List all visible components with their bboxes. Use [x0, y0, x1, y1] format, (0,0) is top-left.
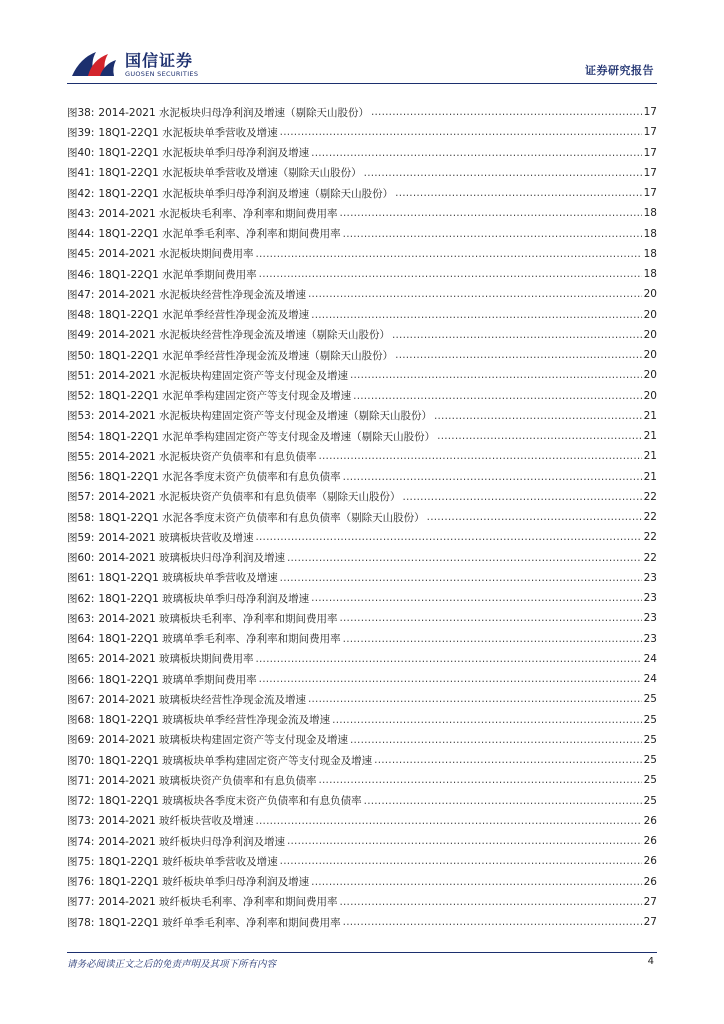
dot-leader	[255, 815, 641, 827]
figure-number: 图72:	[67, 795, 95, 808]
dot-leader	[255, 653, 641, 665]
dot-leader	[402, 491, 641, 503]
figure-page-number: 21	[643, 430, 657, 443]
figure-number: 图74:	[67, 835, 95, 848]
figure-page-number: 26	[643, 875, 657, 888]
toc-entry[interactable]	[67, 284, 657, 304]
figure-number: 图63:	[67, 612, 95, 625]
toc-entry[interactable]	[67, 912, 657, 932]
figure-page-number: 25	[643, 733, 657, 746]
toc-entry[interactable]	[67, 446, 657, 466]
figure-number: 图44:	[67, 228, 95, 241]
toc-entry[interactable]	[67, 892, 657, 912]
figure-title: 18Q1-22Q1 玻璃板块单季营收及增速	[98, 572, 278, 585]
figure-number: 图43:	[67, 207, 95, 220]
figure-number: 图55:	[67, 450, 95, 463]
dot-leader	[427, 511, 642, 523]
report-type-label: 证券研究报告	[585, 64, 654, 77]
figure-number: 图75:	[67, 855, 95, 868]
figure-page-number: 17	[643, 187, 657, 200]
dot-leader	[255, 248, 641, 260]
page-header	[0, 0, 724, 84]
toc-entry[interactable]	[67, 264, 657, 284]
toc-entry[interactable]	[67, 203, 657, 223]
toc-entry[interactable]	[67, 102, 657, 122]
dot-leader	[287, 552, 642, 564]
dot-leader	[280, 126, 642, 138]
dot-leader	[318, 774, 641, 786]
figure-page-number: 26	[643, 855, 657, 868]
figure-number: 图61:	[67, 572, 95, 585]
dot-leader	[311, 876, 641, 888]
figure-title: 2014-2021 玻纤板块毛利率、净利率和期间费用率	[98, 896, 338, 909]
figure-title: 18Q1-22Q1 玻璃板块单季构建固定资产等支付现金及增速	[98, 754, 373, 767]
toc-entry[interactable]	[67, 325, 657, 345]
figure-title: 18Q1-22Q1 水泥板块单季营收及增速（剔除天山股份）	[98, 167, 362, 180]
figure-page-number: 20	[643, 369, 657, 382]
toc-entry[interactable]	[67, 811, 657, 831]
figure-page-number: 22	[643, 490, 657, 503]
figure-title: 18Q1-22Q1 玻纤板块单季归母净利润及增速	[98, 876, 310, 889]
figure-title: 18Q1-22Q1 水泥板块单季营收及增速	[98, 126, 278, 139]
figure-number: 图69:	[67, 734, 95, 747]
dot-leader	[259, 673, 642, 685]
dot-leader	[287, 835, 642, 847]
toc-entry[interactable]	[67, 649, 657, 669]
figure-number: 图56:	[67, 471, 95, 484]
logo-chinese-name: 国信证券	[125, 51, 194, 70]
dot-leader	[339, 896, 641, 908]
figure-title: 2014-2021 玻璃板块毛利率、净利率和期间费用率	[98, 612, 338, 625]
figure-number: 图59:	[67, 531, 95, 544]
figure-title: 18Q1-22Q1 玻璃单季期间费用率	[98, 673, 257, 686]
figure-page-number: 17	[643, 106, 657, 119]
figure-number: 图71:	[67, 774, 95, 787]
figure-number: 图45:	[67, 248, 95, 261]
figure-number: 图60:	[67, 552, 95, 565]
dot-leader	[364, 795, 642, 807]
figure-title: 2014-2021 水泥板块期间费用率	[98, 248, 254, 261]
dot-leader	[434, 410, 642, 422]
dot-leader	[311, 309, 641, 321]
dot-leader	[437, 430, 641, 442]
figure-number: 图48:	[67, 309, 95, 322]
toc-entry[interactable]	[67, 791, 657, 811]
page-number: 4	[647, 956, 654, 967]
dot-leader	[255, 531, 641, 543]
toc-entry[interactable]	[67, 345, 657, 365]
figure-number: 图42:	[67, 187, 95, 200]
figure-number: 图62:	[67, 592, 95, 605]
figure-page-number: 23	[643, 632, 657, 645]
figure-title: 2014-2021 水泥板块经营性净现金流及增速（剔除天山股份）	[98, 329, 390, 342]
guosen-logo	[70, 48, 200, 84]
dot-leader	[353, 390, 641, 402]
dot-leader	[374, 754, 641, 766]
toc-entry[interactable]	[67, 426, 657, 446]
toc-entry[interactable]	[67, 831, 657, 851]
dot-leader	[371, 106, 642, 118]
figure-title: 18Q1-22Q1 水泥板块单季归母净利润及增速	[98, 147, 310, 160]
figure-page-number: 17	[643, 166, 657, 179]
figure-title: 18Q1-22Q1 玻璃板块单季经营性净现金流及增速	[98, 714, 331, 727]
figure-title: 18Q1-22Q1 玻纤板块单季营收及增速	[98, 855, 278, 868]
dot-leader	[339, 612, 641, 624]
dot-leader	[343, 916, 642, 928]
figure-number: 图73:	[67, 815, 95, 828]
figure-title: 18Q1-22Q1 玻璃单季毛利率、净利率和期间费用率	[98, 633, 341, 646]
dot-leader	[332, 714, 641, 726]
figure-number: 图65:	[67, 653, 95, 666]
figure-title: 2014-2021 玻纤板块归母净利润及增速	[98, 835, 285, 848]
figure-number: 图41:	[67, 167, 95, 180]
figure-number: 图50:	[67, 349, 95, 362]
figure-number: 图46:	[67, 268, 95, 281]
figure-page-number: 17	[643, 126, 657, 139]
figure-number: 图64:	[67, 633, 95, 646]
figure-page-number: 23	[643, 571, 657, 584]
figure-title: 2014-2021 玻璃板块营收及增速	[98, 531, 254, 544]
figure-title: 18Q1-22Q1 水泥单季构建固定资产等支付现金及增速	[98, 390, 352, 403]
figure-page-number: 20	[643, 328, 657, 341]
dot-leader	[395, 349, 641, 361]
figure-number: 图57:	[67, 491, 95, 504]
figure-page-number: 17	[643, 146, 657, 159]
figure-number: 图49:	[67, 329, 95, 342]
figure-page-number: 26	[643, 835, 657, 848]
figure-page-number: 18	[643, 207, 657, 220]
figure-page-number: 25	[643, 754, 657, 767]
footer-disclaimer: 请务必阅读正文之后的免责声明及其项下所有内容	[67, 959, 277, 970]
header-divider	[67, 83, 657, 84]
logo-english-name: GUOSEN SECURITIES	[125, 70, 199, 78]
figure-title: 18Q1-22Q1 水泥单季经营性净现金流及增速	[98, 309, 310, 322]
toc-entry[interactable]	[67, 122, 657, 142]
toc-entry[interactable]	[67, 527, 657, 547]
toc-entry[interactable]	[67, 689, 657, 709]
dot-leader	[343, 633, 642, 645]
toc-entry[interactable]	[67, 770, 657, 790]
figure-page-number: 22	[643, 551, 657, 564]
figure-number: 图78:	[67, 916, 95, 929]
figure-title: 2014-2021 水泥板块构建固定资产等支付现金及增速（剔除天山股份）	[98, 410, 432, 423]
figure-page-number: 20	[643, 349, 657, 362]
dot-leader	[308, 288, 642, 300]
figure-number: 图39:	[67, 126, 95, 139]
dot-leader	[280, 572, 642, 584]
figure-page-number: 18	[643, 268, 657, 281]
toc-entry[interactable]	[67, 568, 657, 588]
figure-page-number: 18	[643, 247, 657, 260]
toc-entry[interactable]	[67, 588, 657, 608]
dot-leader	[395, 187, 641, 199]
figure-page-number: 21	[643, 450, 657, 463]
dot-leader	[311, 147, 641, 159]
toc-entry[interactable]	[67, 730, 657, 750]
figure-title: 2014-2021 水泥板块构建固定资产等支付现金及增速	[98, 369, 348, 382]
toc-entry[interactable]	[67, 669, 657, 689]
figure-title: 2014-2021 玻璃板块资产负债率和有息负债率	[98, 774, 317, 787]
figure-page-number: 23	[643, 592, 657, 605]
dot-leader	[339, 207, 641, 219]
figure-page-number: 25	[643, 713, 657, 726]
figure-title: 2014-2021 玻璃板块经营性净现金流及增速	[98, 693, 306, 706]
figure-number: 图51:	[67, 369, 95, 382]
figure-number: 图52:	[67, 390, 95, 403]
figure-page-number: 27	[643, 916, 657, 929]
footer-divider	[67, 952, 657, 953]
dot-leader	[392, 329, 642, 341]
figure-page-number: 20	[643, 308, 657, 321]
figure-page-number: 21	[643, 409, 657, 422]
figure-title: 2014-2021 水泥板块资产负债率和有息负债率（剔除天山股份）	[98, 491, 401, 504]
figure-page-number: 26	[643, 814, 657, 827]
figure-page-number: 27	[643, 895, 657, 908]
dot-leader	[343, 228, 642, 240]
figure-page-number: 20	[643, 288, 657, 301]
toc-entry[interactable]	[67, 851, 657, 871]
toc-entry[interactable]	[67, 244, 657, 264]
figure-title: 18Q1-22Q1 水泥单季毛利率、净利率和期间费用率	[98, 228, 341, 241]
guosen-logo-icon	[70, 48, 118, 78]
dot-leader	[308, 693, 642, 705]
toc-entry[interactable]	[67, 750, 657, 770]
figure-number: 图58:	[67, 511, 95, 524]
figure-number: 图66:	[67, 673, 95, 686]
dot-leader	[318, 450, 641, 462]
figure-title: 2014-2021 水泥板块资产负债率和有息负债率	[98, 450, 317, 463]
figure-title: 2014-2021 水泥板块归母净利润及增速（剔除天山股份）	[98, 106, 369, 119]
figure-page-number: 24	[643, 652, 657, 665]
figure-page-number: 20	[643, 389, 657, 402]
figure-title: 18Q1-22Q1 水泥各季度末资产负债率和有息负债率（剔除天山股份）	[98, 511, 425, 524]
toc-entry[interactable]	[67, 487, 657, 507]
dot-leader	[364, 167, 642, 179]
figure-title: 18Q1-22Q1 水泥各季度末资产负债率和有息负债率	[98, 471, 341, 484]
figure-page-number: 22	[643, 531, 657, 544]
figure-page-number: 18	[643, 227, 657, 240]
figure-page-number: 25	[643, 794, 657, 807]
figure-page-number: 24	[643, 673, 657, 686]
figure-title: 2014-2021 玻璃板块归母净利润及增速	[98, 552, 285, 565]
toc-entry[interactable]	[67, 224, 657, 244]
figure-number: 图53:	[67, 410, 95, 423]
dot-leader	[259, 268, 642, 280]
figure-number: 图77:	[67, 896, 95, 909]
dot-leader	[311, 592, 641, 604]
dot-leader	[343, 471, 642, 483]
figure-number: 图54:	[67, 430, 95, 443]
toc-entry[interactable]	[67, 406, 657, 426]
figure-title: 18Q1-22Q1 玻纤单季毛利率、净利率和期间费用率	[98, 916, 341, 929]
figure-number: 图70:	[67, 754, 95, 767]
figure-title: 2014-2021 玻璃板块期间费用率	[98, 653, 254, 666]
dot-leader	[350, 369, 642, 381]
figure-title: 2014-2021 水泥板块经营性净现金流及增速	[98, 288, 306, 301]
figure-page-number: 21	[643, 470, 657, 483]
figure-number: 图38:	[67, 106, 95, 119]
figure-title: 18Q1-22Q1 玻璃板块单季归母净利润及增速	[98, 592, 310, 605]
toc-entry[interactable]	[67, 507, 657, 527]
toc-entry[interactable]	[67, 548, 657, 568]
figure-title: 18Q1-22Q1 水泥单季经营性净现金流及增速（剔除天山股份）	[98, 349, 394, 362]
figure-number: 图67:	[67, 693, 95, 706]
figure-title: 18Q1-22Q1 水泥板块单季归母净利润及增速（剔除天山股份）	[98, 187, 394, 200]
toc-entry[interactable]	[67, 183, 657, 203]
figure-list	[67, 102, 657, 932]
figure-number: 图40:	[67, 147, 95, 160]
figure-title: 2014-2021 水泥板块毛利率、净利率和期间费用率	[98, 207, 338, 220]
toc-entry[interactable]	[67, 143, 657, 163]
figure-title: 18Q1-22Q1 水泥单季构建固定资产等支付现金及增速（剔除天山股份）	[98, 430, 436, 443]
figure-page-number: 22	[643, 511, 657, 524]
figure-title: 18Q1-22Q1 水泥单季期间费用率	[98, 268, 257, 281]
figure-page-number: 25	[643, 693, 657, 706]
toc-entry[interactable]	[67, 163, 657, 183]
dot-leader	[350, 734, 642, 746]
toc-entry[interactable]	[67, 608, 657, 628]
dot-leader	[280, 855, 642, 867]
figure-page-number: 23	[643, 612, 657, 625]
figure-number: 图68:	[67, 714, 95, 727]
toc-entry[interactable]	[67, 629, 657, 649]
toc-entry[interactable]	[67, 305, 657, 325]
toc-entry[interactable]	[67, 710, 657, 730]
toc-entry[interactable]	[67, 365, 657, 385]
figure-number: 图76:	[67, 876, 95, 889]
figure-title: 2014-2021 玻纤板块营收及增速	[98, 815, 254, 828]
toc-entry[interactable]	[67, 467, 657, 487]
figure-page-number: 25	[643, 774, 657, 787]
figure-title: 2014-2021 玻璃板块构建固定资产等支付现金及增速	[98, 734, 348, 747]
toc-entry[interactable]	[67, 872, 657, 892]
figure-number: 图47:	[67, 288, 95, 301]
toc-entry[interactable]	[67, 386, 657, 406]
figure-title: 18Q1-22Q1 玻璃板块各季度末资产负债率和有息负债率	[98, 795, 362, 808]
